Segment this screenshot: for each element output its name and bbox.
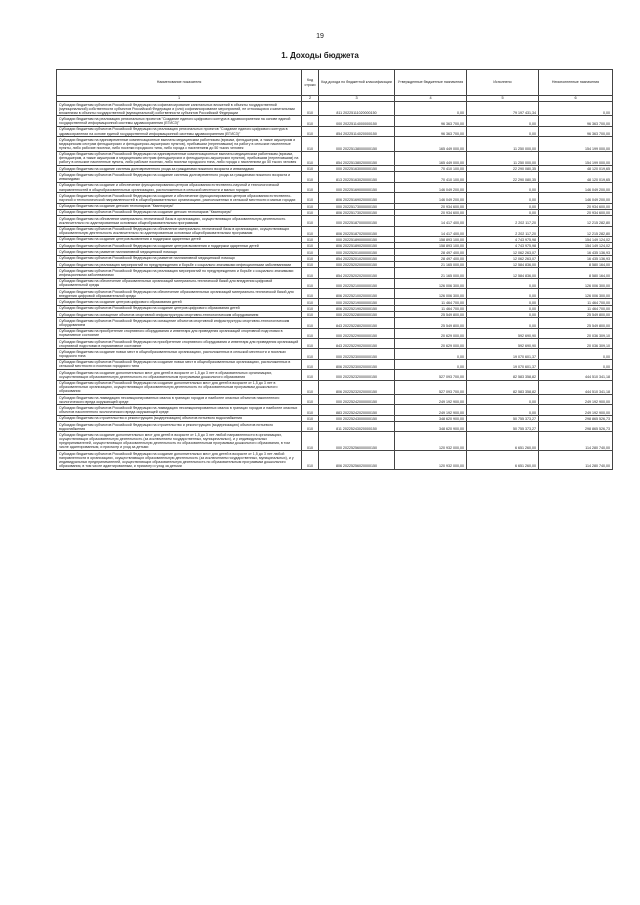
row-classification-code: 000 20225201000000150: [319, 249, 395, 255]
row-name: Субсидии бюджетам на реализацию мероприятий по предупреждению и борьбе с социально значимыми инфекционными заболеваниями: [57, 262, 302, 268]
row-remaining: 444 510 341,18: [539, 370, 613, 380]
row-name: Субсидии бюджетам на создание и обеспечение функционирования центров образования естественно-научной и технологической направленностей в общеобразовательных организациях, расположенных в сельской местности и малых городах: [57, 182, 302, 192]
row-remaining: 48 120 019,65: [539, 166, 613, 172]
row-approved: 0,00: [395, 349, 467, 359]
table-row: [57, 422, 613, 432]
row-classification-code: 000 20225169000000150: [319, 182, 395, 192]
row-classification-code: 000 20225229000000150: [319, 328, 395, 338]
row-approved: 527 093 700,00: [395, 370, 467, 380]
row-classification-code: 000 20225256000000150: [319, 432, 395, 451]
row-classification-code: 854 20225202020000150: [319, 268, 395, 278]
row-executed: 82 583 358,82: [467, 370, 539, 380]
row-name: Субсидии бюджетам субъектов Российской Федерации на создание новых мест в общеобразовательных организациях, расположенных в сельской местности и поселках городского типа: [57, 359, 302, 369]
table-row: [57, 349, 613, 359]
row-classification-code: 000 20225228000000150: [319, 311, 395, 317]
row-remaining: 146 049 200,00: [539, 182, 613, 192]
table-row: [57, 182, 613, 192]
row-name: Субсидии бюджетам субъектов Российской Федерации на создание центров цифрового образования детей: [57, 305, 302, 311]
row-name: Субсидии бюджетам на создание дополнительных мест для детей в возрасте от 1,5 до 3 лет любой направленности в организациях, осуществляющих образовательную деятельность (за исключением государственных, муниципальных), и у индивидуальных предпринимателей, осуществляющих образовательную деятельность по образовательным программам дошкольного образования, в том числе адаптированным, и присмотр и уход за детьми: [57, 432, 302, 451]
row-classification-code: 843 20225229020000150: [319, 339, 395, 349]
row-classification-code: 811 20225243020000150: [319, 422, 395, 432]
row-approved: 146 049 200,00: [395, 182, 467, 192]
row-executed: 2 202 117,20: [467, 216, 539, 226]
row-line-code: 010: [302, 243, 319, 249]
row-classification-code: 000 20225163000000150: [319, 166, 395, 172]
row-remaining: 12 215 282,80: [539, 216, 613, 226]
row-line-code: 010: [302, 289, 319, 299]
table-body: [57, 102, 613, 470]
table-row: [57, 172, 613, 182]
row-executed: 0,00: [467, 318, 539, 328]
row-remaining: 444 510 341,18: [539, 380, 613, 394]
column-number: 2: [302, 96, 319, 102]
row-executed: 592 690,90: [467, 328, 539, 338]
row-classification-code: 854 20225138020000150: [319, 151, 395, 165]
row-remaining: 298 865 526,73: [539, 415, 613, 421]
row-executed: 4 743 975,98: [467, 236, 539, 242]
row-classification-code: 806 20225189020000150: [319, 243, 395, 249]
row-executed: 12 584 836,00: [467, 262, 539, 268]
row-executed: 22 290 080,35: [467, 172, 539, 182]
row-approved: 120 932 000,00: [395, 432, 467, 451]
row-remaining: 48 120 019,65: [539, 172, 613, 182]
row-name: Субсидии бюджетам на создание центров выявления и поддержки одаренных детей: [57, 236, 302, 242]
row-line-code: 010: [302, 216, 319, 226]
row-remaining: 20 036 309,10: [539, 339, 613, 349]
table-row: [57, 137, 613, 151]
column-number: 6: [539, 96, 613, 102]
row-line-code: 010: [302, 394, 319, 404]
row-executed: 12 062 263,07: [467, 249, 539, 255]
row-executed: 11 250 000,00: [467, 137, 539, 151]
row-approved: 249 192 900,00: [395, 405, 467, 415]
row-line-code: 010: [302, 339, 319, 349]
row-name: Субсидии бюджетам субъектов Российской Федерации на обновление материально-технической базы в организациях, осуществляющих образовательную деятельность исключительно по адаптированным основным общеобразовательным программам: [57, 226, 302, 236]
row-line-code: 010: [302, 182, 319, 192]
row-name: Субсидии бюджетам субъектов Российской Федерации на создание дополнительных мест для детей в возрасте от 1,5 до 3 лет любой направленности в организациях, осуществляющих образовательную деятельность (за исключением государственных, муниципальных), и у индивидуальных предпринимателей, осуществляющих образовательную деятельность по образовательным программам дошкольного образования, в том числе адаптированным, и присмотр и уход за детьми: [57, 450, 302, 469]
row-name: Субсидии бюджетам субъектов Российской Федерации на создание центров выявления и поддержки одаренных детей: [57, 243, 302, 249]
row-remaining: 20 036 309,10: [539, 328, 613, 338]
header-name: Наименование показателя: [57, 70, 302, 96]
row-approved: 20 934 600,00: [395, 209, 467, 215]
table-row: [57, 278, 613, 288]
row-executed: 0,00: [467, 299, 539, 305]
table-row: [57, 450, 613, 469]
row-approved: 249 192 900,00: [395, 394, 467, 404]
row-line-code: 010: [302, 255, 319, 261]
row-name: Субсидии бюджетам на обновление материально-технической базы в организациях, осуществляющих образовательную деятельность исключительно по адаптированным основным общеобразовательным программам: [57, 216, 302, 226]
row-line-code: 010: [302, 126, 319, 136]
row-line-code: 010: [302, 278, 319, 288]
row-line-code: 010: [302, 380, 319, 394]
table-row: [57, 328, 613, 338]
row-approved: 348 620 900,00: [395, 422, 467, 432]
row-name: Субсидии бюджетам субъектов Российской Федерации на софинансирование капитальных вложений в объекты государственной (муниципальной) собственности субъектов Российской Федерации и (или) софинансирование мероприятий, не относящихся к капитальным вложениям в объекты государственной (муниципальной) собственности субъектов Российской Федерации: [57, 102, 302, 116]
row-classification-code: 806 20225219020000150: [319, 305, 395, 311]
row-approved: 14 417 400,00: [395, 216, 467, 226]
row-remaining: 0,00: [539, 359, 613, 369]
row-remaining: 249 192 900,00: [539, 394, 613, 404]
row-name: Субсидии бюджетам субъектов Российской Федерации на единовременные компенсационные выплаты медицинским работникам (врачам, фельдшерам, а также акушеркам и медицинским сестрам фельдшерских и фельдшерско-акушерских пунктов), прибывшим (переехавшим) на работу в сельские населенные пункты, либо рабочие поселки, либо поселки городского типа, либо города с населением до 50 тысяч человек: [57, 151, 302, 165]
header-classification-code: Код дохода по бюджетной классификации: [319, 70, 395, 96]
page-number: 19: [316, 33, 324, 40]
table-row: [57, 102, 613, 116]
table-row: [57, 394, 613, 404]
row-executed: 592 690,90: [467, 339, 539, 349]
row-approved: 70 410 100,00: [395, 172, 467, 182]
row-remaining: 11 464 700,00: [539, 299, 613, 305]
row-remaining: 298 865 526,73: [539, 422, 613, 432]
row-classification-code: 000 20225243000000150: [319, 415, 395, 421]
header-executed: Исполнено: [467, 70, 539, 96]
row-name: Субсидии бюджетам на строительство и реконструкцию (модернизацию) объектов питьевого водоснабжения: [57, 415, 302, 421]
column-number: 3: [319, 96, 395, 102]
row-approved: 126 006 300,00: [395, 278, 467, 288]
row-line-code: 010: [302, 359, 319, 369]
row-name: Субсидии бюджетам на приобретение спортивного оборудования и инвентаря для приведения организаций спортивной подготовки в нормативное состояние: [57, 328, 302, 338]
row-classification-code: 854 20225201020000150: [319, 255, 395, 261]
row-name: Субсидии бюджетам субъектов Российской Федерации на ликвидацию несанкционированных свалок в границах городов и наиболее опасных объектов накопленного экологического вреда окружающей среде: [57, 405, 302, 415]
row-executed: 6 651 260,00: [467, 450, 539, 469]
column-number: 1: [57, 96, 302, 102]
row-approved: 165 449 000,00: [395, 137, 467, 151]
row-classification-code: 000 20225230000000150: [319, 349, 395, 359]
header-remaining: Неисполненные назначения: [539, 70, 613, 96]
table-row: [57, 193, 613, 203]
row-classification-code: 854 20225114020000150: [319, 126, 395, 136]
column-number: 5: [467, 96, 539, 102]
row-approved: 120 932 000,00: [395, 450, 467, 469]
row-line-code: 010: [302, 193, 319, 203]
row-remaining: 11 464 700,00: [539, 305, 613, 311]
row-executed: 0,00: [467, 209, 539, 215]
table-row: [57, 226, 613, 236]
row-approved: 21 165 000,00: [395, 262, 467, 268]
row-line-code: 010: [302, 349, 319, 359]
row-name: Субсидии бюджетам субъектов Российской Федерации на развитие паллиативной медицинской помощи: [57, 255, 302, 261]
row-remaining: 25 549 800,00: [539, 318, 613, 328]
table-row: [57, 432, 613, 451]
row-executed: 0,00: [467, 182, 539, 192]
row-line-code: 010: [302, 249, 319, 255]
row-remaining: 16 435 136,93: [539, 249, 613, 255]
page-title: 1. Доходы бюджета: [281, 51, 359, 60]
row-line-code: 010: [302, 305, 319, 311]
row-line-code: 010: [302, 226, 319, 236]
row-classification-code: 000 20225187000000150: [319, 216, 395, 226]
row-line-code: 010: [302, 328, 319, 338]
table-row: [57, 126, 613, 136]
header-approved: Утвержденные бюджетные назначения: [395, 70, 467, 96]
row-approved: 348 620 900,00: [395, 415, 467, 421]
row-approved: 20 629 000,00: [395, 328, 467, 338]
row-classification-code: 000 20225232000000150: [319, 370, 395, 380]
row-name: Субсидии бюджетам на создание центров цифрового образования детей: [57, 299, 302, 305]
row-classification-code: 806 20225232020000150: [319, 380, 395, 394]
table-row: [57, 318, 613, 328]
row-executed: 12 584 836,00: [467, 268, 539, 278]
row-classification-code: 000 20225138000000150: [319, 137, 395, 151]
row-line-code: 010: [302, 209, 319, 215]
table-row: [57, 268, 613, 278]
row-executed: 50 755 373,27: [467, 422, 539, 432]
row-line-code: 010: [302, 116, 319, 126]
row-classification-code: 806 20225187020000150: [319, 226, 395, 236]
row-executed: 11 250 000,00: [467, 151, 539, 165]
row-classification-code: 000 20225242000000150: [319, 394, 395, 404]
table-row: [57, 359, 613, 369]
row-executed: 0,00: [467, 405, 539, 415]
row-classification-code: 000 20225210000000150: [319, 278, 395, 288]
row-executed: 0,00: [467, 193, 539, 203]
row-remaining: 0,00: [539, 349, 613, 359]
row-name: Субсидии бюджетам субъектов Российской Федерации на строительство и реконструкцию (модернизацию) объектов питьевого водоснабжения: [57, 422, 302, 432]
header-line-code: Код строки: [302, 70, 319, 96]
row-approved: 158 893 100,00: [395, 236, 467, 242]
row-remaining: 154 149 124,02: [539, 243, 613, 249]
table-row: [57, 289, 613, 299]
row-executed: 6 651 260,00: [467, 432, 539, 451]
row-remaining: 126 006 300,00: [539, 289, 613, 299]
table-row: [57, 380, 613, 394]
row-executed: 0,00: [467, 305, 539, 311]
table-row: [57, 339, 613, 349]
row-approved: 126 006 300,00: [395, 289, 467, 299]
row-remaining: 96 363 700,00: [539, 126, 613, 136]
row-line-code: 010: [302, 370, 319, 380]
row-classification-code: 806 20225230020000150: [319, 359, 395, 369]
row-name: Субсидии бюджетам субъектов Российской Федерации на создание и обеспечение функционирования центров образования естественно-научной и технологической направленностей в общеобразовательных организациях, расположенных в сельской местности и малых городах: [57, 193, 302, 203]
row-remaining: 8 580 164,00: [539, 262, 613, 268]
row-name: Субсидии бюджетам на реализацию региональных проектов "Создание единого цифрового контура в здравоохранении на основе единой государственной информационной системы здравоохранения (ЕГИСЗ)": [57, 116, 302, 126]
row-name: Субсидии бюджетам на оснащение объектов спортивной инфраструктуры спортивно-технологическим оборудованием: [57, 311, 302, 317]
row-name: Субсидии бюджетам субъектов Российской Федерации на обеспечение образовательных организаций материально-технической базой для внедрения цифровой образовательной среды: [57, 289, 302, 299]
row-approved: 21 165 000,00: [395, 268, 467, 278]
table-row: [57, 405, 613, 415]
row-approved: 14 417 400,00: [395, 226, 467, 236]
row-executed: 0,00: [467, 116, 539, 126]
row-executed: 2 202 117,20: [467, 226, 539, 236]
row-classification-code: 811 20225111020000150: [319, 102, 395, 116]
row-remaining: 16 435 136,93: [539, 255, 613, 261]
row-approved: 28 497 400,00: [395, 255, 467, 261]
row-line-code: 010: [302, 102, 319, 116]
row-approved: 70 410 100,00: [395, 166, 467, 172]
row-line-code: 010: [302, 166, 319, 172]
row-remaining: 0,00: [539, 102, 613, 116]
row-approved: 146 049 200,00: [395, 193, 467, 203]
row-remaining: 146 049 200,00: [539, 193, 613, 203]
row-executed: 22 290 080,35: [467, 166, 539, 172]
row-remaining: 154 199 000,00: [539, 151, 613, 165]
row-approved: 0,00: [395, 359, 467, 369]
row-approved: 165 449 000,00: [395, 151, 467, 165]
row-name: Субсидии бюджетам на создание системы долговременного ухода за гражданами пожилого возраста и инвалидами: [57, 166, 302, 172]
row-line-code: 010: [302, 299, 319, 305]
row-name: Субсидии бюджетам на единовременные компенсационные выплаты медицинским работникам (врачам, фельдшерам, а также акушеркам и медицинским сестрам фельдшерских и фельдшерско-акушерских пунктов), прибывшим (переехавшим) на работу в сельские населенные пункты, либо рабочие поселки, либо поселки городского типа, либо города с населением до 50 тысяч человек: [57, 137, 302, 151]
row-line-code: 010: [302, 318, 319, 328]
row-name: Субсидии бюджетам субъектов Российской Федерации на создание детских технопарков "Кванториум": [57, 209, 302, 215]
row-approved: 11 464 700,00: [395, 299, 467, 305]
row-classification-code: 000 20225173000000150: [319, 203, 395, 209]
row-name: Субсидии бюджетам на создание новых мест в общеобразовательных организациях, расположенных в сельской местности и поселках городского типа: [57, 349, 302, 359]
row-remaining: 154 199 000,00: [539, 137, 613, 151]
row-approved: 20 934 600,00: [395, 203, 467, 209]
row-line-code: 010: [302, 262, 319, 268]
row-classification-code: 883 20225242020000150: [319, 405, 395, 415]
row-line-code: 010: [302, 268, 319, 278]
column-number: 4: [395, 96, 467, 102]
row-executed: 19 070 601,37: [467, 359, 539, 369]
row-line-code: 010: [302, 415, 319, 421]
row-name: Субсидии бюджетам субъектов Российской Федерации на реализацию региональных проектов "Создание единого цифрового контура в здравоохранении на основе единой государственной информационной системы здравоохранения (ЕГИСЗ)": [57, 126, 302, 136]
row-classification-code: 806 20225169020000150: [319, 193, 395, 203]
row-classification-code: 813 20225163020000150: [319, 172, 395, 182]
row-approved: 527 093 700,00: [395, 380, 467, 394]
row-approved: 0,00: [395, 102, 467, 116]
row-executed: 79 197 431,34: [467, 102, 539, 116]
row-executed: 19 070 601,37: [467, 349, 539, 359]
row-classification-code: 843 20225228020000150: [319, 318, 395, 328]
row-executed: 0,00: [467, 126, 539, 136]
row-executed: 0,00: [467, 203, 539, 209]
row-remaining: 20 934 600,00: [539, 209, 613, 215]
row-line-code: 010: [302, 311, 319, 317]
row-approved: 11 464 700,00: [395, 305, 467, 311]
row-name: Субсидии бюджетам субъектов Российской Федерации на реализацию мероприятий по предупреждению и борьбе с социально значимыми инфекционными заболеваниями: [57, 268, 302, 278]
row-line-code: 010: [302, 236, 319, 242]
row-line-code: 010: [302, 172, 319, 182]
row-line-code: 010: [302, 137, 319, 151]
row-line-code: 010: [302, 422, 319, 432]
row-remaining: 249 192 900,00: [539, 405, 613, 415]
row-remaining: 154 149 124,02: [539, 236, 613, 242]
row-name: Субсидии бюджетам субъектов Российской Федерации на создание дополнительных мест для детей в возрасте от 1,5 до 3 лет в образовательных организациях, осуществляющих образовательную деятельность по образовательным программам дошкольного образования: [57, 380, 302, 394]
row-approved: 96 363 700,00: [395, 116, 467, 126]
row-approved: 96 363 700,00: [395, 126, 467, 136]
row-executed: 50 755 373,27: [467, 415, 539, 421]
row-classification-code: 806 20225173020000150: [319, 209, 395, 215]
row-remaining: 126 006 300,00: [539, 278, 613, 288]
row-remaining: 25 549 800,00: [539, 311, 613, 317]
row-remaining: 96 363 700,00: [539, 116, 613, 126]
row-executed: 0,00: [467, 278, 539, 288]
table-row: [57, 116, 613, 126]
row-name: Субсидии бюджетам на ликвидацию несанкционированных свалок в границах городов и наиболее опасных объектов накопленного экологического вреда окружающей среде: [57, 394, 302, 404]
table-row: [57, 216, 613, 226]
row-name: Субсидии бюджетам на обеспечение образовательных организаций материально-технической базой для внедрения цифровой образовательной среды: [57, 278, 302, 288]
row-name: Субсидии бюджетам субъектов Российской Федерации на создание системы долговременного ухода за гражданами пожилого возраста и инвалидами: [57, 172, 302, 182]
row-line-code: 010: [302, 450, 319, 469]
revenue-table: [56, 69, 613, 470]
row-approved: 28 497 400,00: [395, 249, 467, 255]
row-executed: 12 062 263,07: [467, 255, 539, 261]
row-remaining: 114 280 740,00: [539, 432, 613, 451]
row-approved: 20 629 000,00: [395, 339, 467, 349]
row-classification-code: 000 20225114000000150: [319, 116, 395, 126]
row-approved: 25 549 800,00: [395, 311, 467, 317]
row-executed: 0,00: [467, 311, 539, 317]
row-executed: 4 743 975,98: [467, 243, 539, 249]
row-classification-code: 000 20225189000000150: [319, 236, 395, 242]
row-line-code: 010: [302, 151, 319, 165]
row-name: Субсидии бюджетам на создание дополнительных мест для детей в возрасте от 1,5 до 3 лет в образовательных организациях, осуществляющих образовательную деятельность по образовательным программам дошкольного образования: [57, 370, 302, 380]
table-row: [57, 370, 613, 380]
row-name: Субсидии бюджетам субъектов Российской Федерации на приобретение спортивного оборудования и инвентаря для приведения организаций спортивной подготовки в нормативное состояние: [57, 339, 302, 349]
row-executed: 0,00: [467, 394, 539, 404]
row-classification-code: 806 20225210020000150: [319, 289, 395, 299]
row-remaining: 8 580 164,00: [539, 268, 613, 278]
row-approved: 158 893 100,00: [395, 243, 467, 249]
row-remaining: 12 215 282,80: [539, 226, 613, 236]
row-classification-code: 000 20225219000000150: [319, 299, 395, 305]
row-remaining: 114 280 740,00: [539, 450, 613, 469]
row-executed: 0,00: [467, 289, 539, 299]
row-line-code: 010: [302, 432, 319, 451]
row-classification-code: 000 20225202000000150: [319, 262, 395, 268]
row-line-code: 010: [302, 203, 319, 209]
table-row: [57, 151, 613, 165]
row-executed: 82 583 358,82: [467, 380, 539, 394]
row-name: Субсидии бюджетам на развитие паллиативной медицинской помощи: [57, 249, 302, 255]
row-name: Субсидии бюджетам на создание детских технопарков "Кванториум": [57, 203, 302, 209]
row-approved: 25 549 800,00: [395, 318, 467, 328]
row-classification-code: 806 20225256020000150: [319, 450, 395, 469]
row-line-code: 010: [302, 405, 319, 415]
row-remaining: 20 934 600,00: [539, 203, 613, 209]
row-name: Субсидии бюджетам субъектов Российской Федерации на оснащение объектов спортивной инфраструктуры спортивно-технологическим оборудованием: [57, 318, 302, 328]
